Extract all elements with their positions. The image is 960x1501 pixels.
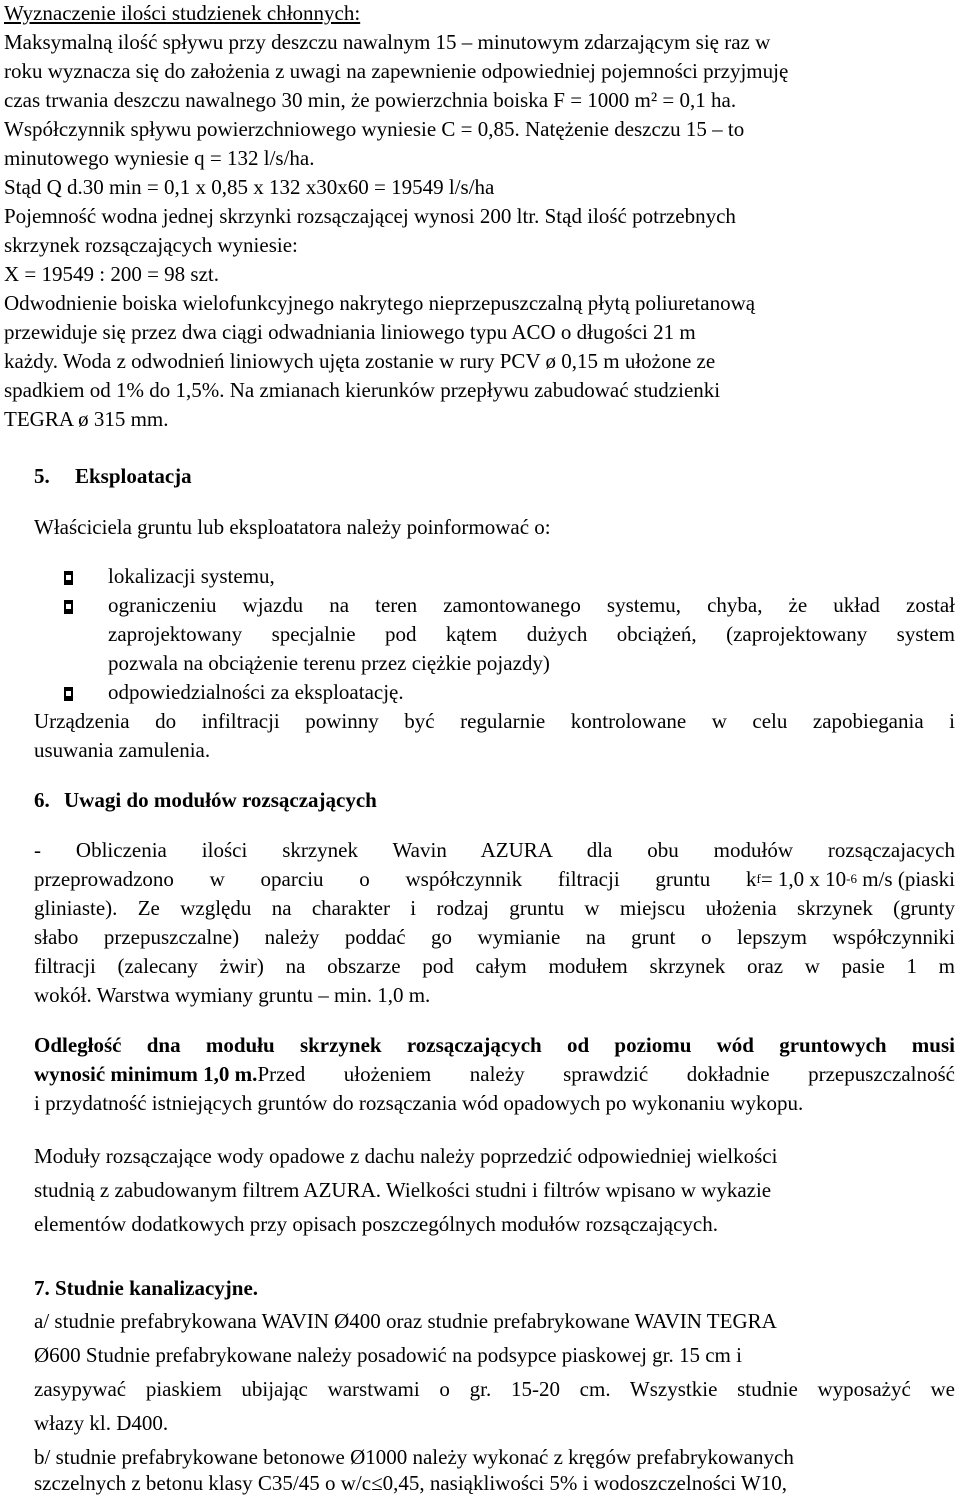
list-item: lokalizacji systemu,	[108, 564, 275, 588]
text-run-bold: wynosić minimum 1,0 m.	[34, 1062, 258, 1086]
list-item-continuation: pozwala na obciążenie terenu przez ciężkie pojazdy)	[108, 651, 550, 675]
paragraph-line: Odwodnienie boiska wielofunkcyjnego nakrytego nieprzepuszczalną płytą poliuretanową	[4, 291, 756, 315]
list-item: odpowiedzialności za eksploatację.	[108, 680, 404, 704]
paragraph-line: a/ studnie prefabrykowana WAVIN Ø400 oraz studnie prefabrykowane WAVIN TEGRA	[34, 1309, 777, 1333]
paragraph-line: b/ studnie prefabrykowane betonowe Ø1000 należy wykonać z kręgów prefabrykowanych	[34, 1445, 794, 1469]
paragraph-line: gliniaste). Ze względu na charakter i rodzaj gruntu w miejscu ułożenia skrzynek (grunty	[34, 896, 955, 920]
paragraph-line: słabo przepuszczalne) należy poddać go wymianie na grunt o lepszym współczynniki	[34, 925, 955, 949]
paragraph-line: Stąd Q d.30 min = 0,1 x 0,85 x 132 x30x60 = 19549 l/s/ha	[4, 175, 495, 199]
paragraph-line: włazy kl. D400.	[34, 1411, 169, 1435]
paragraph-line: elementów dodatkowych przy opisach poszczególnych modułów rozsączających.	[34, 1212, 718, 1236]
paragraph-line: Ø600 Studnie prefabrykowane należy posadowić na podsypce piaskowej gr. 15 cm i	[34, 1343, 742, 1367]
section-title-6: Uwagi do modułów rozsączających	[64, 788, 377, 812]
paragraph-line: spadkiem od 1% do 1,5%. Na zmianach kierunków przepływu zabudować studzienki	[4, 378, 721, 402]
paragraph-line: wokół. Warstwa wymiany gruntu – min. 1,0 m.	[34, 983, 431, 1007]
list-item-continuation: zaprojektowany specjalnie pod kątem dużych obciążeń, (zaprojektowany system	[108, 622, 955, 646]
paragraph-line: roku wyznacza się do założenia z uwagi na zapewnienie odpowiedniej pojemności przyjmuję	[4, 59, 789, 83]
section-title-wells: Wyznaczenie ilości studzienek chłonnych:	[4, 1, 361, 25]
paragraph-line: usuwania zamulenia.	[34, 738, 211, 762]
paragraph-line: Współczynnik spływu powierzchniowego wyniesie C = 0,85. Natężenie deszczu 15 – to	[4, 117, 745, 141]
paragraph-line	[34, 865, 955, 893]
paragraph-line-bold: Odległość dna modułu skrzynek rozsączających od poziomu wód gruntowych musi	[34, 1033, 955, 1057]
section-number-5: 5.	[34, 464, 50, 488]
paragraph-line: - Obliczenia ilości skrzynek Wavin AZURA dla obu modułów rozsączajacych	[34, 838, 955, 862]
paragraph-line: Urządzenia do infiltracji powinny być regularnie kontrolowane w celu zapobiegania i	[34, 709, 955, 733]
paragraph-line: TEGRA ø 315 mm.	[4, 407, 169, 431]
paragraph-line: i przydatność istniejących gruntów do rozsączania wód opadowych po wykonaniu wykopu.	[34, 1091, 804, 1115]
paragraph-line: filtracji (zalecany żwir) na obszarze pod całym modułem skrzynek oraz w pasie 1 m	[34, 954, 955, 978]
section-title-7: 7. Studnie kanalizacyjne.	[34, 1276, 259, 1300]
paragraph-line: minutowego wyniesie q = 132 l/s/ha.	[4, 146, 315, 170]
section-number-6: 6.	[34, 788, 50, 812]
text-run: = 1,0 x 10	[760, 867, 847, 891]
paragraph-line: skrzynek rozsączających wyniesie:	[4, 233, 298, 257]
list-item: ograniczeniu wjazdu na teren zamontowanego systemu, chyba, że układ został	[108, 593, 955, 617]
paragraph-line: Właściciela gruntu lub eksploatatora należy poinformować o:	[34, 515, 551, 539]
paragraph-line: każdy. Woda z odwodnień liniowych ujęta zostanie w rury PCV ø 0,15 m ułożone ze	[4, 349, 716, 373]
paragraph-line: przewiduje się przez dwa ciągi odwadniania liniowego typu ACO o długości 21 m	[4, 320, 696, 344]
bullet-square-icon	[64, 571, 73, 585]
bullet-square-icon	[64, 687, 73, 701]
paragraph-line: Moduły rozsączające wody opadowe z dachu należy poprzedzić odpowiedniej wielkości	[34, 1144, 778, 1168]
paragraph-line: X = 19549 : 200 = 98 szt.	[4, 262, 220, 286]
paragraph-line: zasypywać piaskiem ubijając warstwami o gr. 15-20 cm. Wszystkie studnie wyposażyć we	[34, 1377, 955, 1401]
bullet-square-icon	[64, 600, 73, 614]
text-run: Przed ułożeniem należy sprawdzić dokładnie przepuszczalność	[257, 1062, 955, 1086]
section-title-5: Eksploatacja	[75, 464, 192, 488]
paragraph-line: studnią z zabudowanym filtrem AZURA. Wielkości studni i filtrów wpisano w wykazie	[34, 1178, 772, 1202]
text-run: m/s (piaski	[857, 867, 955, 891]
paragraph-line	[34, 1060, 955, 1088]
paragraph-line: Maksymalną ilość spływu przy deszczu nawalnym 15 – minutowym zdarzającym się raz w	[4, 30, 771, 54]
paragraph-line: szczelnych z betonu klasy C35/45 o w/c≤0,45, nasiąkliwości 5% i wodoszczelności W10,	[34, 1471, 787, 1495]
superscript: -6	[846, 871, 857, 886]
subscript: f	[756, 871, 761, 886]
paragraph-line: Pojemność wodna jednej skrzynki rozsączającej wynosi 200 ltr. Stąd ilość potrzebnych	[4, 204, 736, 228]
paragraph-line: czas trwania deszczu nawalnego 30 min, że powierzchnia boiska F = 1000 m² = 0,1 ha.	[4, 88, 737, 112]
text-run: przeprowadzono w oparciu o współczynnik filtracji gruntu k	[34, 867, 757, 891]
